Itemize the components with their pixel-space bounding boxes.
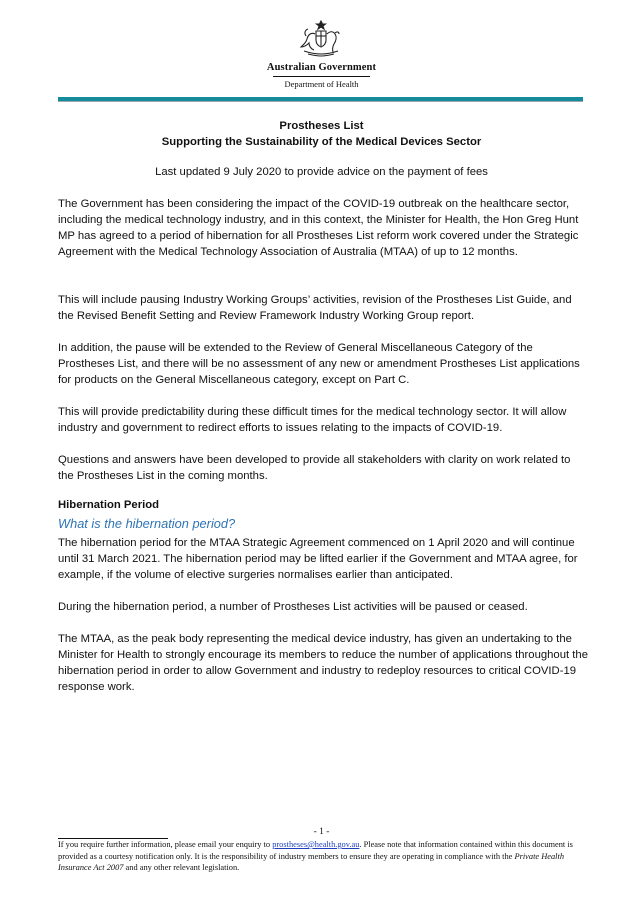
coat-of-arms-icon (296, 20, 346, 60)
intro-paragraph-4: This will provide predictability during these difficult times for the medical technology sector. It will allow industry and government to redirect efforts to issues relating to the impacts of COVID-19. (58, 406, 567, 434)
section-paragraph-1: The hibernation period for the MTAA Strategic Agreement commenced on 1 April 2020 and will continue until 31 March 2021. The hibernation period may be lifted earlier if the Government and MTAA agree, for example, if the volume of elective surgeries normalises earlier than anticipated. (58, 537, 578, 581)
footer-text-2: . Please note that information contained within this document is provided as a courtesy notification only. It is the responsibility of industry members to ensure they are operating in compliance with the (58, 840, 573, 861)
intro-paragraph-3: In addition, the pause will be extended to the Review of General Miscellaneous Category of the Prostheses List, and there will be no assessment of any new or amendment Prostheses List applications for products on the General Miscellaneous category, except on Part C. (58, 342, 580, 386)
legislation-title: Private Health Insurance Act 2007 (58, 851, 565, 872)
footer-note (58, 839, 583, 874)
department-name: Department of Health (284, 79, 359, 89)
section-subheading: What is the hibernation period? (58, 516, 236, 531)
intro-paragraph-2: This will include pausing Industry Working Groups’ activities, revision of the Prostheses List Guide, and the Revised Benefit Setting and Review Framework Industry Working Group report. (58, 294, 572, 322)
intro-paragraph-1: The Government has been considering the impact of the COVID-19 outbreak on the healthcare sector, including the medical technology industry, and in this context, the Minister for Health, the Hon Greg Hunt MP has agreed to a period of hibernation for all Prostheses List reform work covered under the Strategic Agreement with the Medical Technology Association of Australia (MTAA) of up to 12 months. (58, 198, 579, 258)
last-updated-note: Last updated 9 July 2020 to provide advice on the payment of fees (155, 166, 488, 178)
footer-text-3: and any other relevant legislation. (123, 863, 240, 872)
header-divider (273, 76, 370, 77)
section-paragraph-2: During the hibernation period, a number of Prostheses List activities will be paused or ceased. (58, 601, 528, 613)
government-name: Australian Government (266, 62, 377, 73)
footer-text-1: If you require further information, please email your enquiry to (58, 840, 273, 849)
section-paragraph-3: The MTAA, as the peak body representing the medical device industry, has given an undertaking to the Minister for Health to strongly encourage its members to reduce the number of applications throughout the hibernation period in order to allow Government and industry to redeploy resources to critical COVID-19 response work. (58, 633, 588, 693)
document-subtitle: Supporting the Sustainability of the Medical Devices Sector (161, 136, 482, 148)
contact-email-link[interactable]: prostheses@health.gov.au (272, 840, 360, 849)
header-band-underline (58, 101, 583, 102)
section-heading: Hibernation Period (58, 499, 160, 511)
intro-paragraph-5: Questions and answers have been developed to provide all stakeholders with clarity on work related to the Prostheses List in the coming months. (58, 454, 571, 482)
document-title: Prostheses List (279, 120, 364, 132)
page-number: - 1 - (313, 827, 330, 837)
